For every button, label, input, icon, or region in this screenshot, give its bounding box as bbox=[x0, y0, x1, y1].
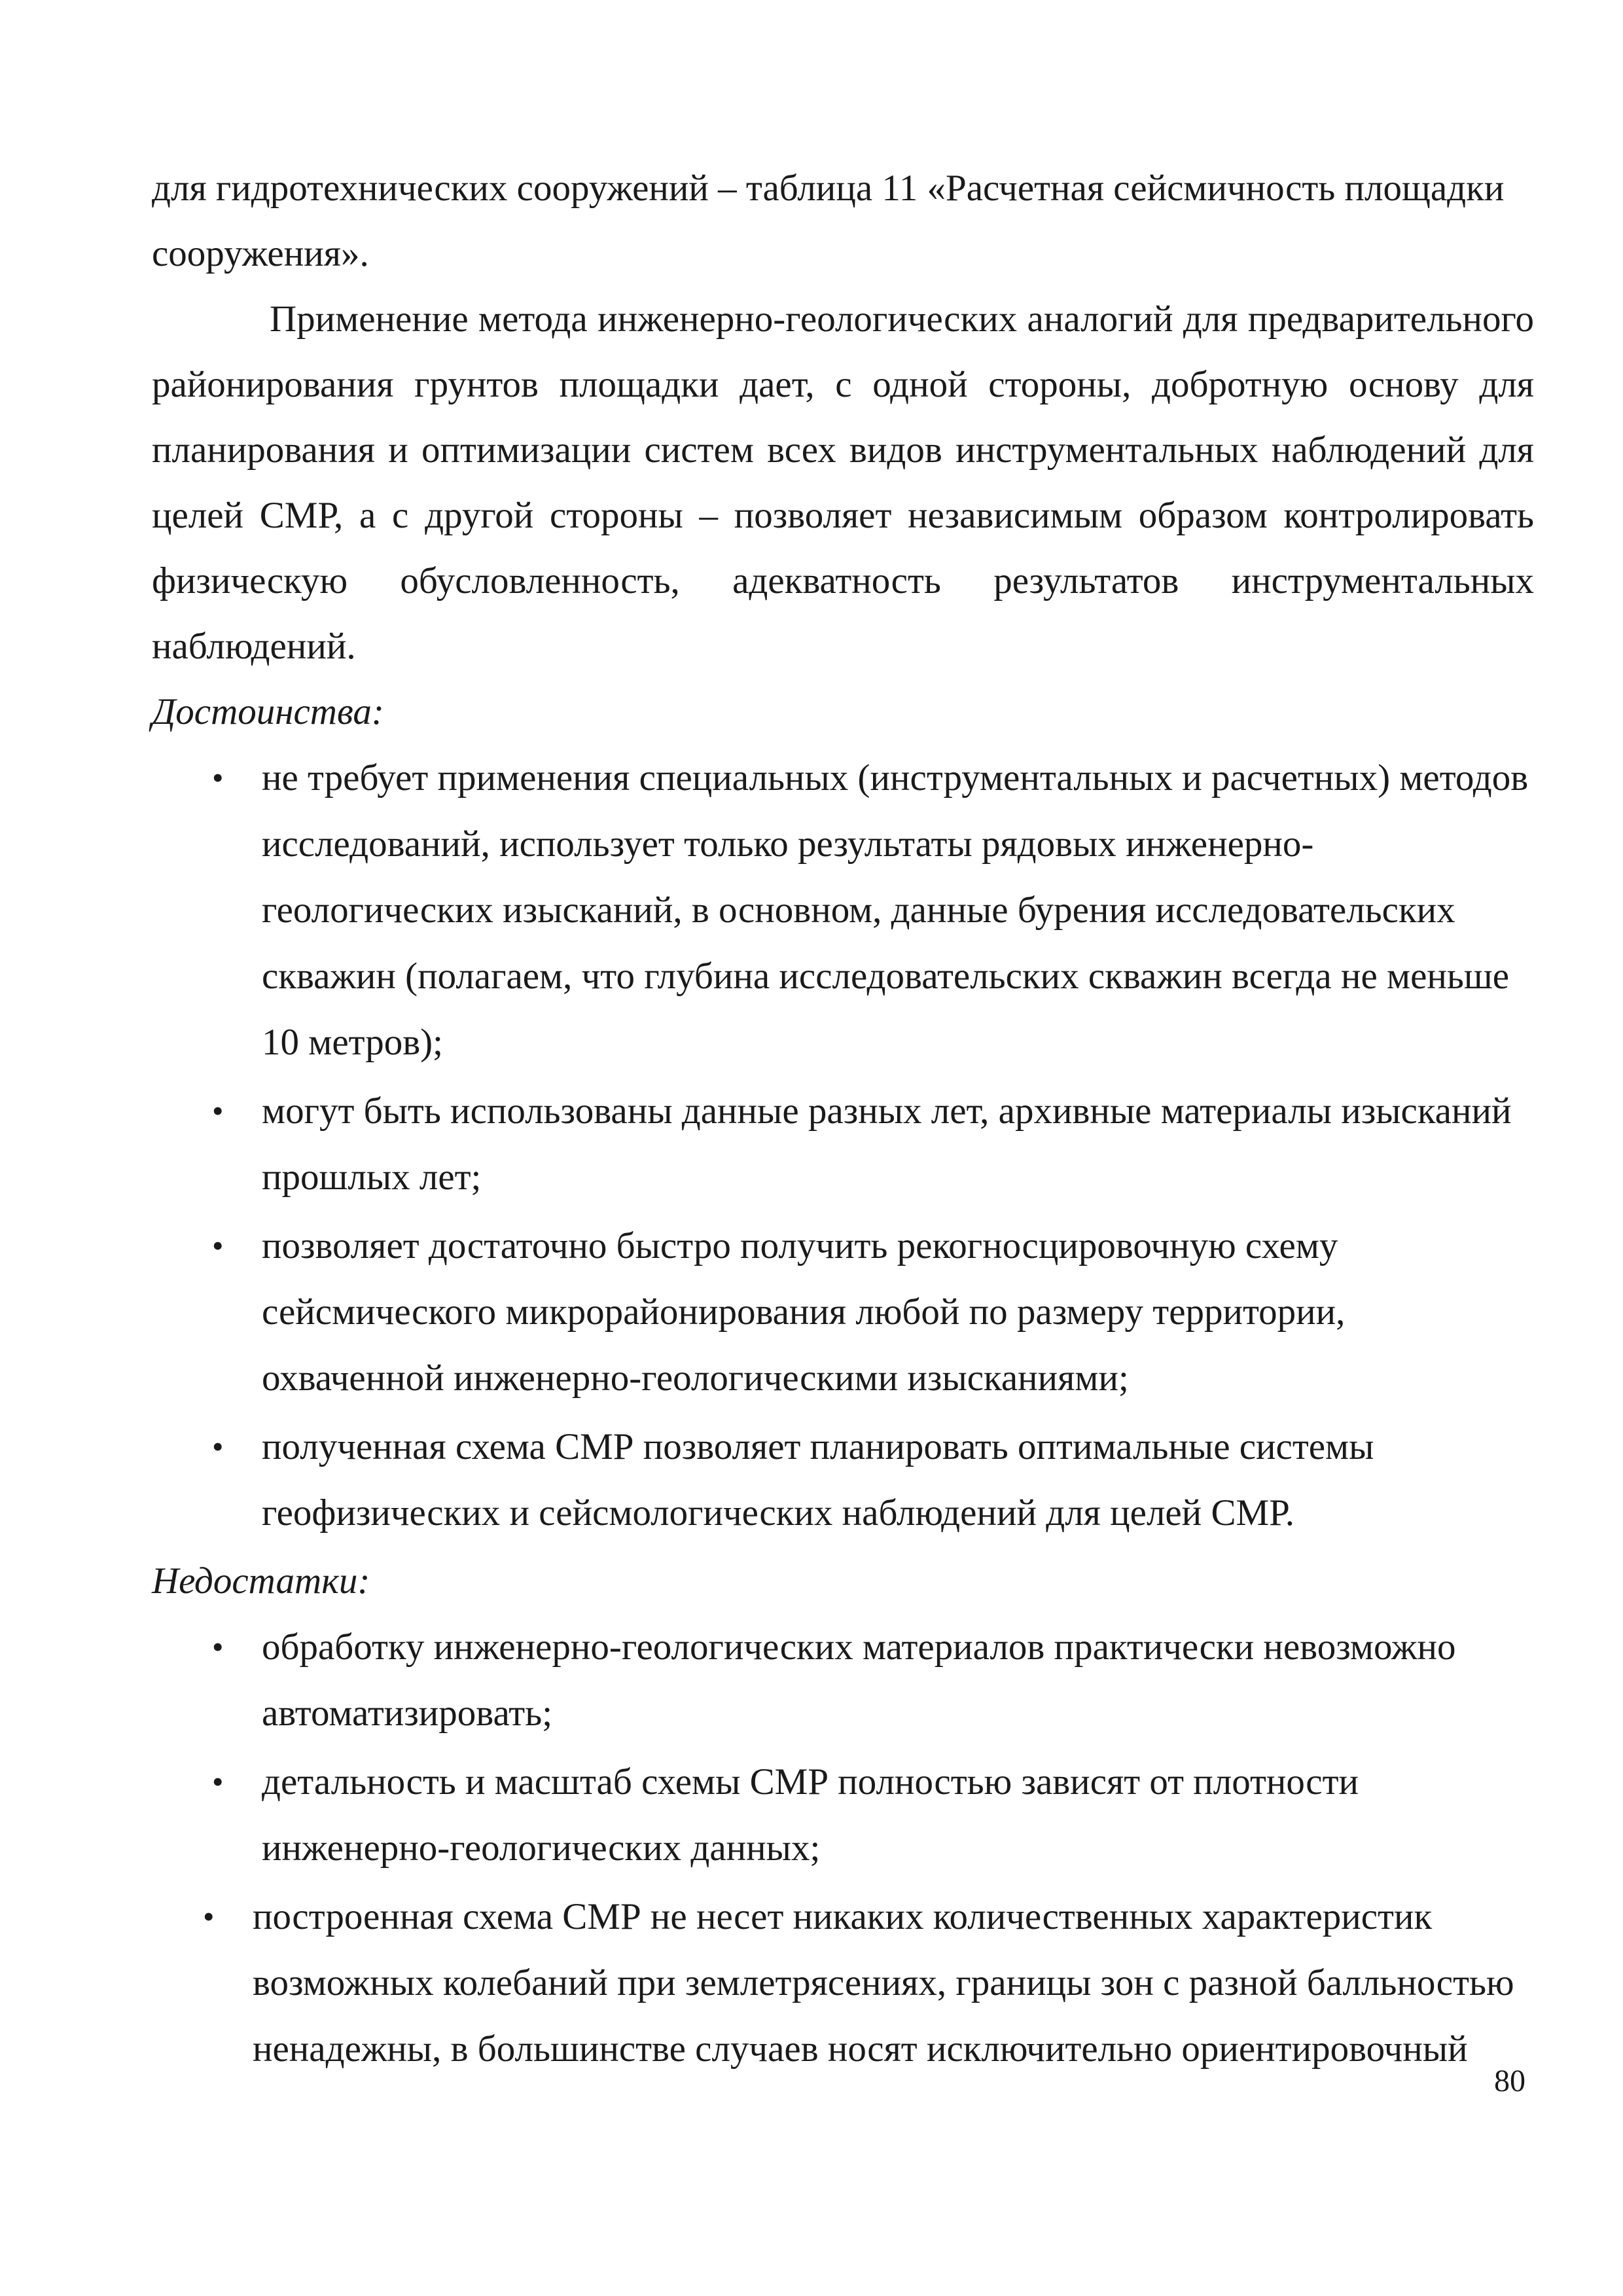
list-item bbox=[152, 1213, 1534, 1411]
page-body bbox=[152, 156, 1534, 2085]
bullet-icon: • bbox=[212, 1092, 224, 1129]
disadvantages-list-continued bbox=[152, 1884, 1534, 2082]
list-item bbox=[152, 1078, 1534, 1210]
disadvantages-heading: Недостатки: bbox=[152, 1560, 370, 1602]
page-number: 80 bbox=[1494, 2064, 1525, 2098]
bullet-icon: • bbox=[212, 1227, 224, 1264]
list-item-text: обработку инженерно-геологических материалов практически невозможно автоматизировать; bbox=[262, 1626, 1456, 1734]
list-item-text: могут быть использованы данные разных лет, архивные материалы изысканий прошлых лет; bbox=[262, 1090, 1512, 1198]
list-item-text: построенная схема СМР не несет никаких количественных характеристик возможных колебаний при землетрясениях, границы зон с разной балльностью ненадежны, в большинстве случаев носят исключительно ориентировочный bbox=[253, 1896, 1514, 2070]
list-item bbox=[152, 1614, 1534, 1746]
disadvantages-list bbox=[152, 1614, 1534, 1881]
bullet-icon: • bbox=[203, 1898, 215, 1935]
advantages-list bbox=[152, 745, 1534, 1546]
list-item-text: не требует применения специальных (инструментальных и расчетных) методов исследований, использует только результаты рядовых инженерно-геологических изысканий, в основном, данные бурения исследовательских скважин (полагаем, что глубина исследовательских скважин всегда не меньше 10 метров); bbox=[262, 757, 1529, 1063]
list-item bbox=[152, 745, 1534, 1075]
advantages-heading: Достоинства: bbox=[152, 691, 384, 732]
list-item bbox=[152, 1414, 1534, 1546]
continuation-paragraph: для гидротехнических сооружений – таблица 11 «Расчетная сейсмичность площадки сооружения». bbox=[152, 168, 1505, 274]
list-item-text: позволяет достаточно быстро получить рекогносцировочную схему сейсмического микрорайонирования любой по размеру территории, охваченной инженерно-геологическими изысканиями; bbox=[262, 1225, 1346, 1399]
bullet-icon: • bbox=[212, 759, 224, 796]
method-paragraph: Применение метода инженерно-геологических аналогий для предварительного районирования грунтов площадки дает, с одной стороны, добротную основу для планирования и оптимизации систем всех видов инструментальных наблюдений для целей СМР, а с другой стороны – позволяет независимым образом контролировать физическую обусловленность, адекватность результатов инструментальных наблюдений. bbox=[152, 298, 1534, 667]
bullet-icon: • bbox=[212, 1428, 224, 1465]
list-item-text: полученная схема СМР позволяет планировать оптимальные системы геофизических и сейсмологических наблюдений для целей СМР. bbox=[262, 1426, 1374, 1534]
list-item-text: детальность и масштаб схемы СМР полностью зависят от плотности инженерно-геологических данных; bbox=[262, 1761, 1359, 1869]
bullet-icon: • bbox=[212, 1628, 224, 1665]
bullet-icon: • bbox=[212, 1763, 224, 1800]
list-item bbox=[152, 1884, 1534, 2082]
list-item bbox=[152, 1749, 1534, 1881]
